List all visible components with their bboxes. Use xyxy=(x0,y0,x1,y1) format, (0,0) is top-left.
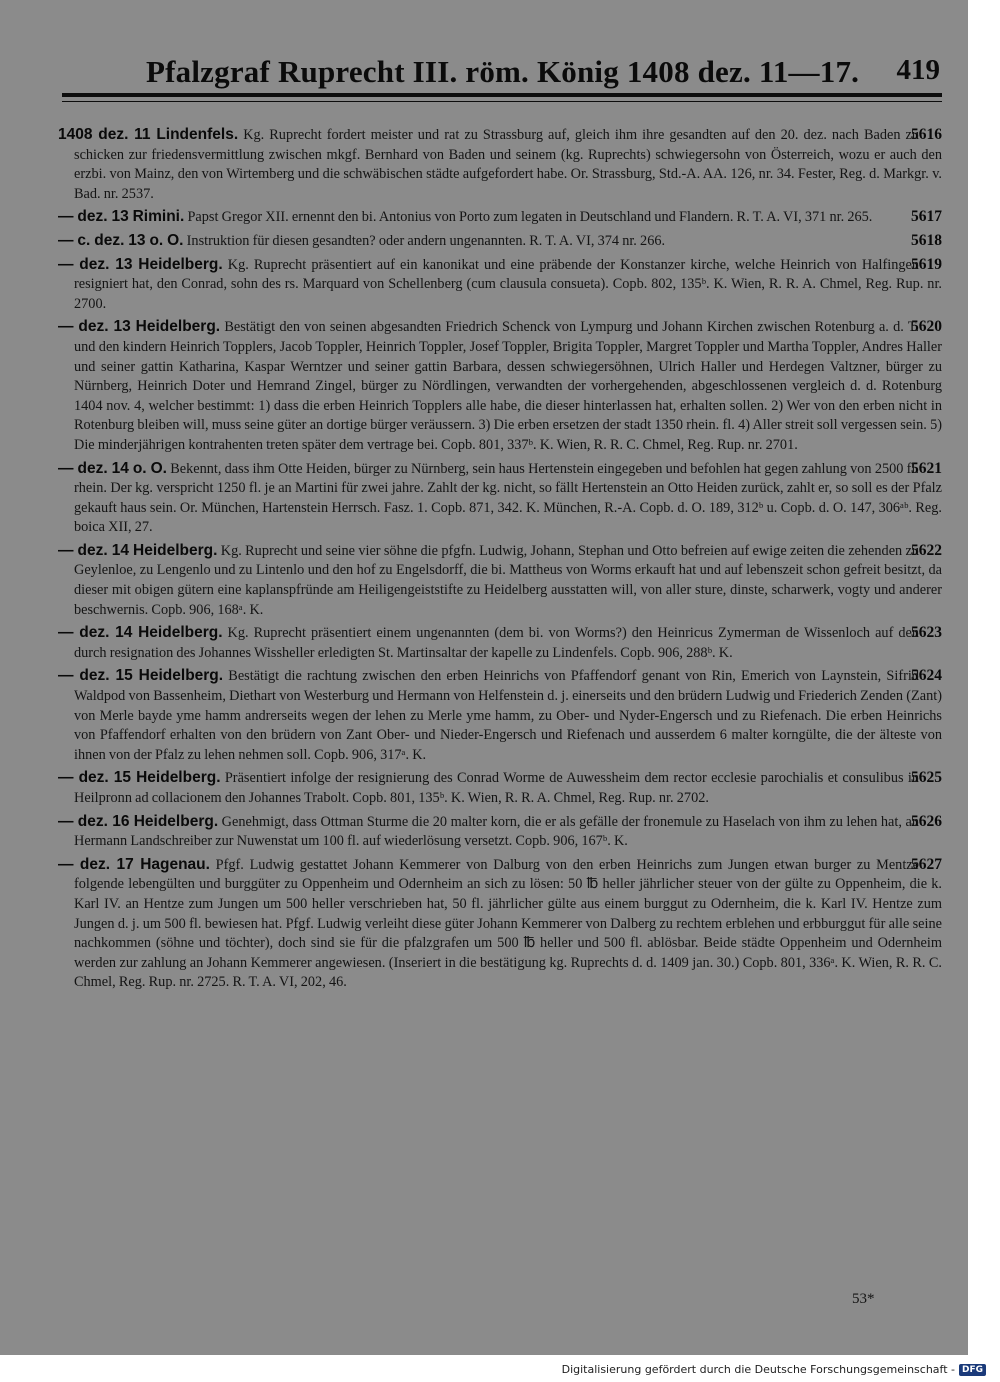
entry-text: Kg. Ruprecht präsentiert einem ungenannten (dem bi. von Worms?) den Heinricus Zymerman de Wissenloch auf den durch resignation des Johannes Wissheller erledigten St. Martinsaltar der kapelle zu Lindenfels. Copb. 906, 288ᵇ. K. xyxy=(74,625,919,661)
entry-number: 5626 xyxy=(911,812,942,830)
entry-text: Instruktion für diesen gesandten? oder andern ungenannten. R. T. A. VI, 374 nr. 266. xyxy=(186,232,666,249)
entry-heading: — dez. 13 Heidelberg. xyxy=(58,255,223,273)
entry-heading: 1408 dez. 11 Lindenfels. xyxy=(58,126,239,143)
regest-entry xyxy=(58,666,942,765)
entry-heading: — dez. 15 Heidelberg. xyxy=(58,667,224,685)
regest-entry xyxy=(58,207,942,228)
entry-heading: — dez. 17 Hagenau. xyxy=(58,855,210,873)
regesta-list xyxy=(58,125,942,996)
entry-text: Papst Gregor XII. ernennt den bi. Antonius von Porto zum legaten in Deutschland und Flandern. R. T. A. VI, 371 nr. 265. xyxy=(187,209,873,226)
regest-entry xyxy=(58,812,942,852)
entry-number: 5617 xyxy=(911,208,942,226)
signature-mark: 53* xyxy=(852,1291,875,1307)
entry-text: Bestätigt den von seinen abgesandten Friedrich Schenck von Lympurg und Johann Kirchen zwischen Rotenburg a. d. T. und den kindern Heinrich Topplers, Jacob Toppler, Heinrich Toppler, Josef Toppler, Brigita Toppler, Margret Toppler und Martha Toppler, Andres Haller und seiner gattin Katharina, Kaspar Werntzer und seiner gattin Barbara, dessen schwiegersöhnen, Ulrich Haller und Herdegen Valtzner, bürger zu Nürnberg, Heinrich Doter und Hemrand Zingel, bürger zu Nördlingen, verwandten der vorhergehenden, abgeschlossenen vergleich d. d. Rotenburg 1404 nov. 4, welcher bestimmt: 1) dass die erben Heinrich Topplers alle habe, die dieser hinterlassen hat, erhalten sollen. 2) Wer von den erben nicht in Rotenburg bleiben will, muss seine güter an dortige bürger veräussern. 3) Die erben ersetzen der stadt 1350 rhein. fl. 4) Aller streit soll vergessen sein. 5) Die minderjährigen kontrahenten treten später dem vertrage bei. Copb. 801, 337ᵇ. K. Wien, R. R. C. Chmel, Reg. Rup. nr. 2701. xyxy=(74,319,942,453)
entry-heading: — dez. 14 o. O. xyxy=(58,459,167,477)
regest-entry xyxy=(58,459,942,538)
footer-credit xyxy=(562,1363,986,1376)
entry-number: 5627 xyxy=(911,855,942,873)
entry-text: Kg. Ruprecht präsentiert auf ein kanonikat und eine präbende der Konstanzer kirche, welche Heinrich von Halfingen resigniert hat, den Conrad, sohn des rs. Marquard von Schellenberg (cum clausula consueta). Copb. 802, 135ᵇ. K. Wien, R. R. A. Chmel, Reg. Rup. nr. 2700. xyxy=(74,256,942,312)
entry-number: 5616 xyxy=(911,126,942,143)
page-title: Pfalzgraf Ruprecht III. röm. König 1408 dez. 11—17. xyxy=(146,54,860,89)
header-rule-thin xyxy=(62,101,942,102)
entry-heading: — dez. 16 Heidelberg. xyxy=(58,812,219,830)
entry-text: Pfgf. Ludwig gestattet Johann Kemmerer von Dalburg von den erben Heinrichs zum Jungen etwan burger zu Mentze folgende lebengülten und burggüter zu Oppenheim und Odernheim an sich zu lösen: 50 ℔ heller jährlicher steuer von der gülte zu Oppenheim, die k. Karl IV. an Hentze zum Jungen um 500 heller verschrieben hat, 50 fl. jährlicher gülte aus einem burggut zu Odernheim, die k. Karl IV. Hentze zum Jungen d. j. um 500 fl. bewiesen hat. Pfgf. Ludwig verleiht diese güter Johann Kemmerer von Dalberg zu rechtem erblehen und erbburggut für alle seine nachkommen (söhne und töchter), doch sind sie für die pfalzgrafen um 500 ℔ heller und 500 fl. ablösbar. Beide städte Oppenheim und Odernheim werden zur zahlung an Johann Kemmerer angewiesen. (Inseriert in die bestätigung kg. Ruprechts d. d. 1409 jan. 30.) Copb. 801, 336ᵃ. K. Wien, R. R. C. Chmel, Reg. Rup. nr. 2725. R. T. A. VI, 202, 46. xyxy=(74,856,942,991)
entry-heading: — dez. 13 Heidelberg. xyxy=(58,318,221,336)
entry-heading: — dez. 13 Rimini. xyxy=(58,208,185,226)
regest-entry xyxy=(58,855,942,993)
entry-text: Bekennt, dass ihm Otte Heiden, bürger zu Nürnberg, sein haus Hertenstein eingegeben und befohlen hat gegen zahlung von 2500 fl. rhein. Der kg. verspricht 1250 fl. je an Martini für zwei jahre. Zahlt der kg. nicht, so fällt Hertenstein an Otto Heiden zurück, zahlt er, so soll es der Pfalz gekauft haus sein. Or. München, Hartenstein Herrsch. Fasz. 1. Copb. 871, 342. K. München, R.-A. Copb. d. O. 189, 312ᵇ u. Copb. d. O. 147, 306ᵃᵇ. Reg. boica XII, 27. xyxy=(74,460,942,536)
regest-entry xyxy=(58,623,942,663)
entry-number: 5625 xyxy=(911,769,942,787)
page-header xyxy=(62,54,942,94)
entry-number: 5621 xyxy=(911,459,942,477)
entry-text: Genehmigt, dass Ottman Sturme die 20 malter korn, die er als gefälle der fronemule zu Haselach von ihm zu lehen hat, an Hermann Landschreiber zur Nuwenstat um 100 fl. auf wiederlösung versetzt. Copb. 906, 167ᵇ. K. xyxy=(74,813,919,850)
entry-number: 5623 xyxy=(911,624,942,642)
page-number: 419 xyxy=(896,54,940,86)
entry-text: Kg. Ruprecht und seine vier söhne die pfgfn. Ludwig, Johann, Stephan und Otto befreien auf ewige zeiten die zehenden zu Geylenloe, zu Lengenlo und zu Lintenlo und den hof zu Engelsdorff, die bi. Mattheus von Worms erkauft hat und auf lebenszeit schon gefreit besitzt, da dieser mit obigen gütern eine kaplanspfründe am Heiligengeiststifte zu Heidelberg ausstatten will, von aller sture, dinste, scharwerk, vogty und anderer beschwernis. Copb. 906, 168ᵃ. K. xyxy=(74,542,942,618)
regest-entry xyxy=(58,317,942,455)
footer-text: Digitalisierung gefördert durch die Deutsche Forschungsgemeinschaft - xyxy=(561,1363,955,1376)
entry-number: 5622 xyxy=(911,541,942,559)
entry-number: 5620 xyxy=(911,318,942,336)
regest-entry xyxy=(58,231,942,252)
entry-number: 5618 xyxy=(911,231,942,249)
regest-entry xyxy=(58,255,942,315)
entry-heading: — c. dez. 13 o. O. xyxy=(58,231,184,249)
entry-heading: — dez. 15 Heidelberg. xyxy=(58,769,221,787)
entry-text: Kg. Ruprecht fordert meister und rat zu Strassburg auf, gleich ihm ihre gesandten auf den 20. dez. nach Baden zu schicken zur friedensvermittlung zwischen mkgf. Bernhard von Baden und seinem (kg. Ruprechts) schwiegersohn von Österreich, wozu er auch den erzbi. von Mainz, den von Wirtemberg und die schwäbischen städte aufgefordert habe. Or. Strassburg, Std.-A. AA. 126, nr. 34. Fester, Reg. d. Markgr. v. Bad. nr. 2537. xyxy=(74,127,942,202)
regest-entry xyxy=(58,125,942,204)
entry-text: Bestätigt die rachtung zwischen den erben Heinrichs von Pfaffendorf genant von Rin, Emerich von Laynstein, Sifrid Waldpod von Bassenheim, Diethart von Westerburg und Hermann von Helfenstein d. j. einerseits und den brüdern Ludwig und Friederich Zenden (Zant) von Merle bayde yme hamm andrerseits wegen der lehen zu Merle yme hamm, zu Ober- und Nyder-Engersch und zu Riefenach. Die erben Heinrichs von Pfaffendorf erhalten von den brüdern von Zant Ober- und Nieder-Engersch und Riefenach und ausserdem 6 malter korngülte, die der älteste von ihnen von der Pfalz zu lehen nehmen soll. Copb. 906, 317ᵃ. K. xyxy=(74,668,942,763)
entry-heading: — dez. 14 Heidelberg. xyxy=(58,541,218,559)
regest-entry xyxy=(58,768,942,808)
header-rule-thick xyxy=(62,93,942,97)
dfg-logo: DFG xyxy=(959,1364,986,1376)
entry-number: 5619 xyxy=(911,255,942,273)
regest-entry xyxy=(58,541,942,620)
entry-text: Präsentiert infolge der resignierung des Conrad Worme de Auwessheim dem rector ecclesie parochialis et consulibus in Heilpronn ad collacionem den Johannes Trabolt. Copb. 801, 135ᵇ. K. Wien, R. R. A. Chmel, Reg. Rup. nr. 2702. xyxy=(74,770,919,806)
entry-heading: — dez. 14 Heidelberg. xyxy=(58,624,223,642)
entry-number: 5624 xyxy=(911,667,942,685)
